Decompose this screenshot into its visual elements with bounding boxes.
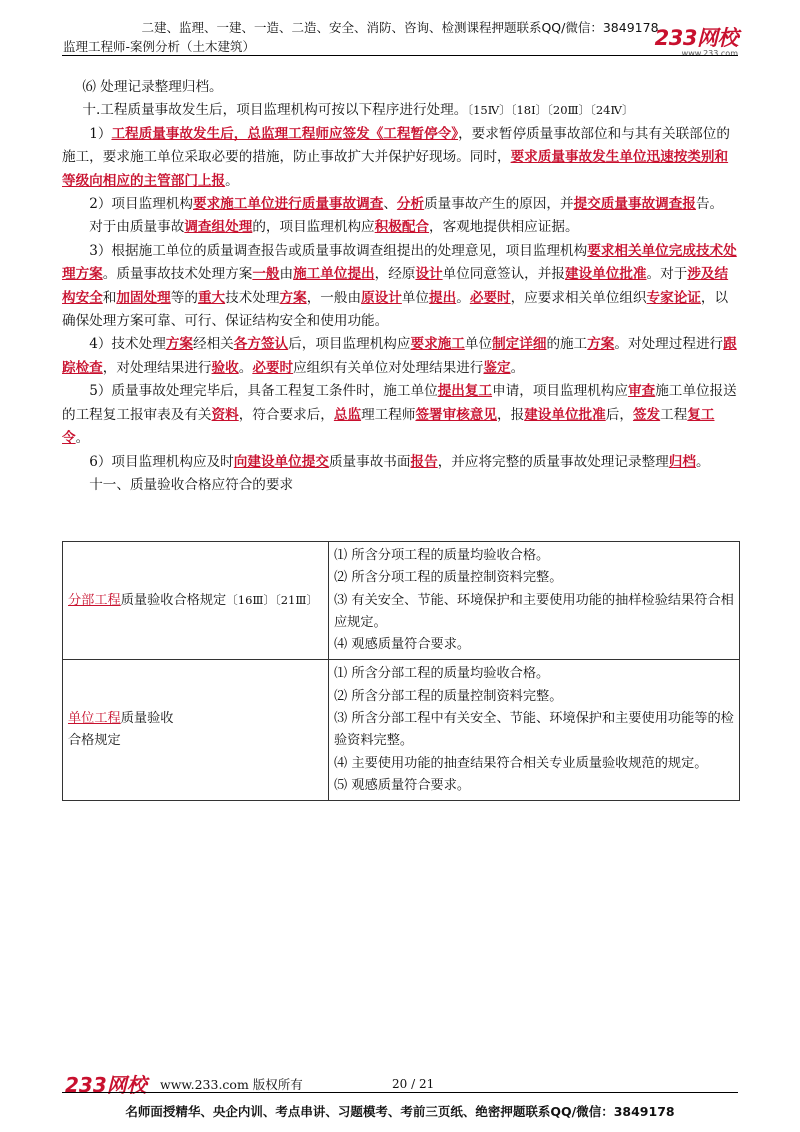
logo-text: 233网校 bbox=[654, 26, 738, 50]
paragraph: 6）项目监理机构应及时向建设单位提交质量事故书面报告，并应将完整的质量事故处理记录整理归档。 bbox=[89, 453, 710, 470]
exam-tag: 〔15Ⅳ〕〔18Ⅰ〕〔20Ⅲ〕〔24Ⅳ〕 bbox=[467, 103, 634, 118]
table-cell-label: 分部工程质量验收合格规定〔16Ⅲ〕〔21Ⅲ〕 bbox=[63, 542, 329, 660]
table-row bbox=[63, 660, 740, 801]
footer-logo: 233网校 bbox=[65, 1073, 147, 1097]
section-heading: 十.工程质量事故发生后，项目监理机构可按以下程序进行处理。〔15Ⅳ〕〔18Ⅰ〕〔20Ⅲ〕〔24Ⅳ〕 bbox=[82, 102, 634, 119]
section-heading: 十一、质量验收合格应符合的要求 bbox=[89, 476, 294, 493]
header-contact-line: 二建、监理、一建、一造、二造、安全、消防、咨询、检测课程押题联系QQ/微信：3849178 bbox=[141, 20, 659, 35]
list-item: ⑴ 所含分项工程的质量均验收合格。 bbox=[334, 548, 550, 563]
list-item: ⑸ 观感质量符合要求。 bbox=[334, 777, 471, 793]
list-item: ⑷ 主要使用功能的抽查结果符合相关专业质量验收规范的规定。 bbox=[334, 755, 708, 771]
page-number: 20 / 21 bbox=[392, 1077, 435, 1091]
table-cell-items bbox=[329, 542, 740, 660]
list-item: ⑵ 所含分部工程的质量控制资料完整。 bbox=[334, 688, 563, 704]
footer-contact-line: 名师面授精华、央企内训、考点串讲、习题模考、考前三页纸、绝密押题联系QQ/微信：3849178 bbox=[125, 1104, 675, 1119]
table-cell-items bbox=[329, 660, 740, 801]
table-row bbox=[63, 542, 740, 660]
logo-url: www.233.com bbox=[681, 49, 738, 58]
acceptance-table bbox=[62, 541, 740, 801]
list-item: ⑷ 观感质量符合要求。 bbox=[334, 637, 471, 653]
paragraph: 1）工程质量事故发生后，总监理工程师应签发《工程暂停令》，要求暂停质量事故部位和与其有关联部位的施工，要求施工单位采取必要的措施，防止事故扩大并保护好现场。同时，要求质量事故发生单位迅速按类别和等级向相应的主管部门上报。 bbox=[62, 125, 730, 189]
list-item: ⑶ 有关安全、节能、环境保护和主要使用功能的抽样检验结果符合相应规定。 bbox=[334, 592, 734, 630]
paragraph: ⑹ 处理记录整理归档。 bbox=[82, 79, 223, 95]
table-cell-label: 单位工程质量验收 合格规定 bbox=[63, 660, 329, 801]
paragraph: 2）项目监理机构要求施工单位进行质量事故调查、分析质量事故产生的原因，并提交质量事故调查报告。 bbox=[89, 196, 724, 213]
brand-logo bbox=[655, 22, 738, 58]
paragraph: 对于由质量事故调查组处理的，项目监理机构应积极配合，客观地提供相应证据。 bbox=[89, 219, 579, 236]
list-item: ⑵ 所含分项工程的质量控制资料完整。 bbox=[334, 570, 563, 586]
paragraph: 4）技术处理方案经相关各方签认后，项目监理机构应要求施工单位制定详细的施工方案。对处理过程进行跟踪检查，对处理结果进行验收。必要时应组织有关单位对处理结果进行鉴定。 bbox=[62, 336, 737, 376]
footer-divider bbox=[62, 1092, 738, 1093]
paragraph: 3）根据施工单位的质量调查报告或质量事故调查组提出的处理意见，项目监理机构要求相关单位完成技术处理方案。质量事故技术处理方案一般由施工单位提出，经原设计单位同意签认，并报建设单位批准。对于涉及结构安全和加固处理等的重大技术处理方案，一般由原设计单位提出。必要时，应要求相关单位组织专家论证，以确保处理方案可靠、可行、保证结构安全和使用功能。 bbox=[62, 242, 737, 330]
document-body bbox=[62, 76, 738, 497]
footer-copyright: www.233.com 版权所有 bbox=[160, 1077, 303, 1092]
header-divider bbox=[62, 55, 738, 56]
document-subtitle: 监理工程师-案例分析（土木建筑） bbox=[63, 39, 256, 54]
paragraph: 5）质量事故处理完毕后，具备工程复工条件时，施工单位提出复工申请，项目监理机构应审查施工单位报送的工程复工报审表及有关资料，符合要求后，总监理工程师签署审核意见，报建设单位批准后，签发工程复工令。 bbox=[62, 383, 737, 447]
list-item: ⑴ 所含分部工程的质量均验收合格。 bbox=[334, 666, 550, 682]
list-item: ⑶ 所含分部工程中有关安全、节能、环境保护和主要使用功能等的检验资料完整。 bbox=[334, 711, 734, 749]
